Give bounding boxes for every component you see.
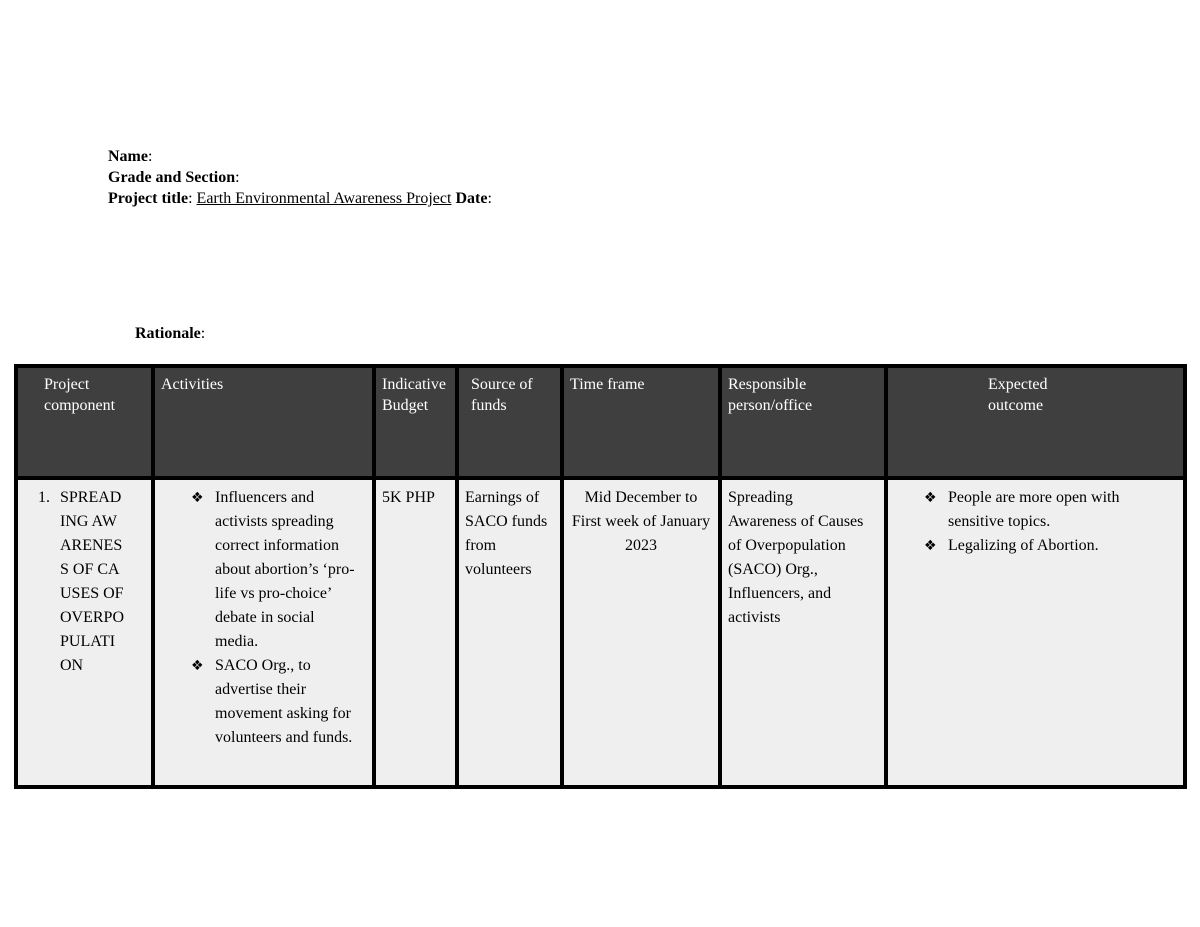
cell-responsible: Spreading Awareness of Causes of Overpopulation (SACO) Org., Influencers, and activists bbox=[720, 478, 886, 787]
bullet-diamond-icon: ❖ bbox=[924, 490, 937, 506]
header-responsible: Responsible person/office bbox=[720, 366, 886, 478]
bullet-diamond-icon: ❖ bbox=[191, 658, 204, 674]
list-item: ❖ Legalizing of Abortion. bbox=[894, 534, 1153, 558]
cell-project-component bbox=[16, 478, 153, 787]
table-header-row bbox=[16, 366, 1185, 478]
document-header bbox=[108, 146, 492, 209]
name-line: Name: bbox=[108, 148, 153, 165]
date-label: Date bbox=[455, 190, 488, 207]
rationale-label: Rationale bbox=[135, 325, 201, 342]
cell-source-of-funds: Earnings of SACO funds from volunteers bbox=[457, 478, 562, 787]
bullet-diamond-icon: ❖ bbox=[924, 538, 937, 554]
cell-activities bbox=[153, 478, 374, 787]
cell-expected-outcome bbox=[886, 478, 1185, 787]
bullet-diamond-icon: ❖ bbox=[191, 490, 204, 506]
table-row bbox=[16, 478, 1185, 787]
header-indicative-budget: Indicative Budget bbox=[374, 366, 457, 478]
grade-label: Grade and Section bbox=[108, 169, 236, 186]
component-text: SPREADING AWARENESS OF CAUSES OF OVERPOPULATION bbox=[60, 489, 125, 674]
grade-line: Grade and Section: bbox=[108, 169, 240, 186]
list-item: ❖ SACO Org., to advertise their movement asking for volunteers and funds. bbox=[161, 654, 358, 750]
header-expected-outcome: Expected outcome bbox=[886, 366, 1185, 478]
row-number: 1. bbox=[38, 489, 50, 506]
list-item: ❖ People are more open with sensitive topics. bbox=[894, 486, 1153, 534]
rationale-line: Rationale: bbox=[135, 325, 206, 342]
project-title-label: Project title bbox=[108, 190, 189, 207]
outcomes-list bbox=[894, 486, 1153, 558]
cell-time-frame: Mid December to First week of January 2023 bbox=[562, 478, 720, 787]
cell-budget: 5K PHP bbox=[374, 478, 457, 787]
header-time-frame: Time frame bbox=[562, 366, 720, 478]
header-source-of-funds: Source of funds bbox=[457, 366, 562, 478]
header-activities: Activities bbox=[153, 366, 374, 478]
list-item: ❖ Influencers and activists spreading correct information about abortion’s ‘pro-life vs pro-choice’ debate in social media. bbox=[161, 486, 358, 654]
project-title-value: Earth Environmental Awareness Project bbox=[196, 190, 452, 207]
name-label: Name bbox=[108, 148, 148, 165]
project-plan-table bbox=[14, 364, 1187, 789]
header-project-component: Project component bbox=[16, 366, 153, 478]
activities-list bbox=[161, 486, 358, 750]
project-line: Project title: Earth Environmental Awareness Project Date: bbox=[108, 190, 492, 207]
